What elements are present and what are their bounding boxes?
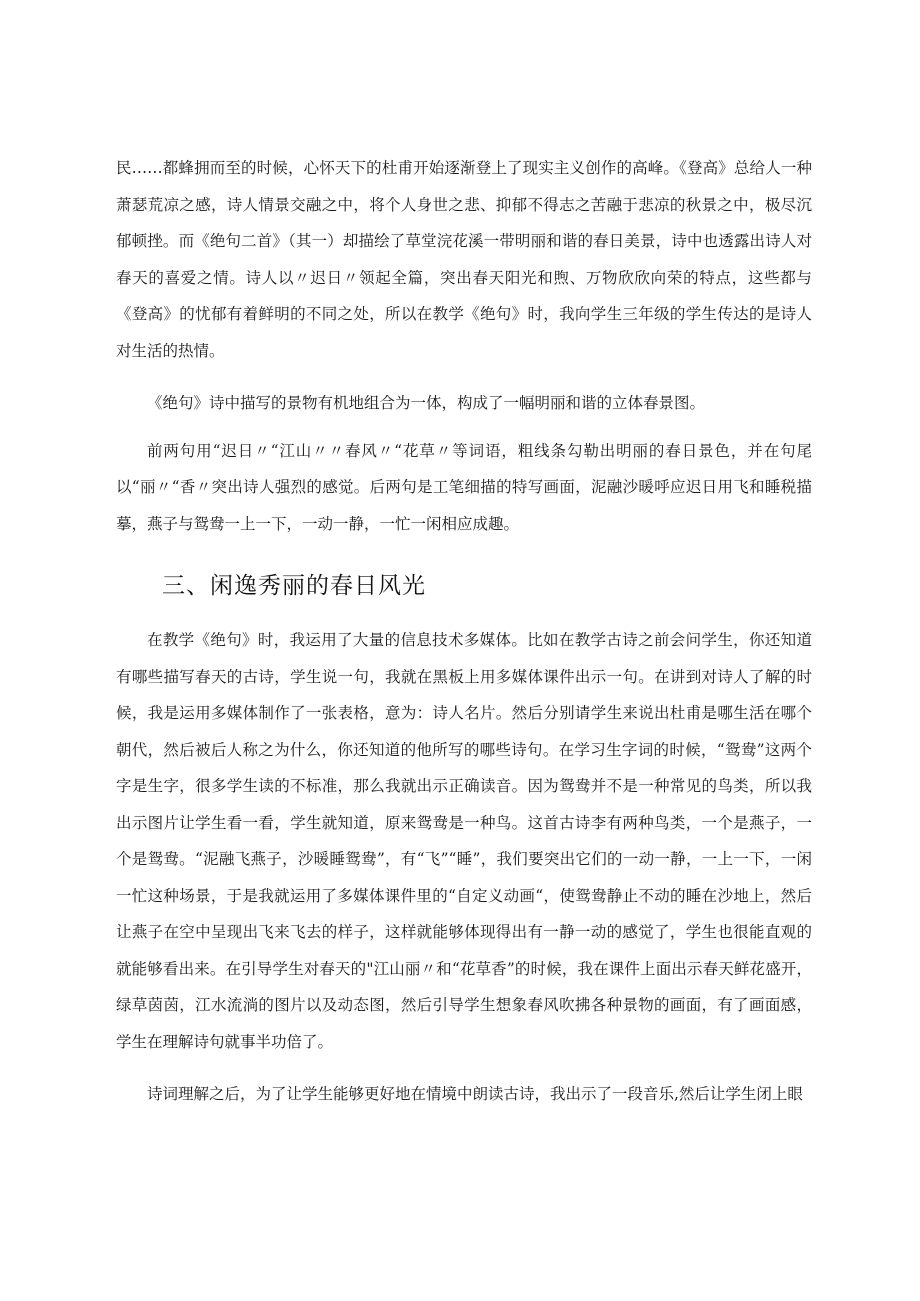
paragraph-reading: 诗词理解之后，为了让学生能够更好地在情境中朗读古诗，我出示了一段音乐,然后让学生闭上眼 xyxy=(147,1085,803,1103)
paragraph-multimedia: 在教学《绝句》时，我运用了大量的信息技术多媒体。比如在教学古诗之前会问学生，你还知道有哪些描写春天的古诗，学生说一句，我就在黑板上用多媒体课件出示一句。在讲到对诗人了解的时候，我是运用多媒体制作了一张表格，意为：诗人名片。然后分别请学生来说出杜甫是哪生活在哪个朝代，然后被后人称之为什么，你还知道的他所写的哪些诗句。在学习生字词的时候，“鸳鸯”这两个字是生字，很多学生读的不标准，那么我就出示正确读音。因为鸳鸯并不是一种常见的鸟类，所以我出示图片让学生看一看，学生就知道，原来鸳鸯是一种鸟。这首古诗李有两种鸟类，一个是燕子，一个是鸳鸯。“泥融飞燕子，沙暖睡鸳鸯”，有“飞”“睡”，我们要突出它们的一动一静，一上一下，一闲一忙这种场景，于是我就运用了多媒体课件里的“自定义动画“，使鸳鸯静止不动的睡在沙地上，然后让燕子在空中呈现出飞来飞去的样子，这样就能够体现得出有一静一动的感觉了，学生也很能直观的就能够看出来。在引导学生对春天的"江山丽〃和“花草香”的时候，我在课件上面出示春天鲜花盛开，绿草茵茵，江水流淌的图片以及动态图，然后引导学生想象春风吹拂各种景物的画面，有了画面感，学生在理解诗句就事半功倍了。 xyxy=(116,631,812,1051)
paragraph-continued: 民……都蜂拥而至的时候，心怀天下的杜甫开始逐渐登上了现实主义创作的高峰。《登高》总给人一种萧瑟荒凉之感，诗人情景交融之中，将个人身世之悲、抑郁不得志之苦融于悲凉的秋景之中，极尽沉郁顿挫。而《绝句二首》（其一）却描绘了草堂浣花溪一带明丽和谐的春日美景，诗中也透露出诗人对春天的喜爱之情。诗人以〃迟日〃领起全篇，突出春天阳光和煦、万物欣欣向荣的特点，这些都与《登高》的忧郁有着鲜明的不同之处，所以在教学《绝句》时，我向学生三年级的学生传达的是诗人对生活的热情。 xyxy=(116,159,812,360)
section-heading: 三、闲逸秀丽的春日风光 xyxy=(162,573,426,599)
document-page xyxy=(116,150,812,1113)
paragraph-analysis: 前两句用“迟日〃“江山〃〃春风〃“花草〃等词语，粗线条勾勒出明丽的春日景色，并在句尾以“丽〃“香〃突出诗人强烈的感觉。后两句是工笔细描的特写画面，泥融沙暖呼应迟日用飞和睡税描摹，燕子与鸳鸯一上一下，一动一静，一忙一闲相应成趣。 xyxy=(116,441,812,533)
paragraph-summary: 《绝句》诗中描写的景物有机地组合为一体，构成了一幅明丽和谐的立体春景图。 xyxy=(147,394,706,412)
